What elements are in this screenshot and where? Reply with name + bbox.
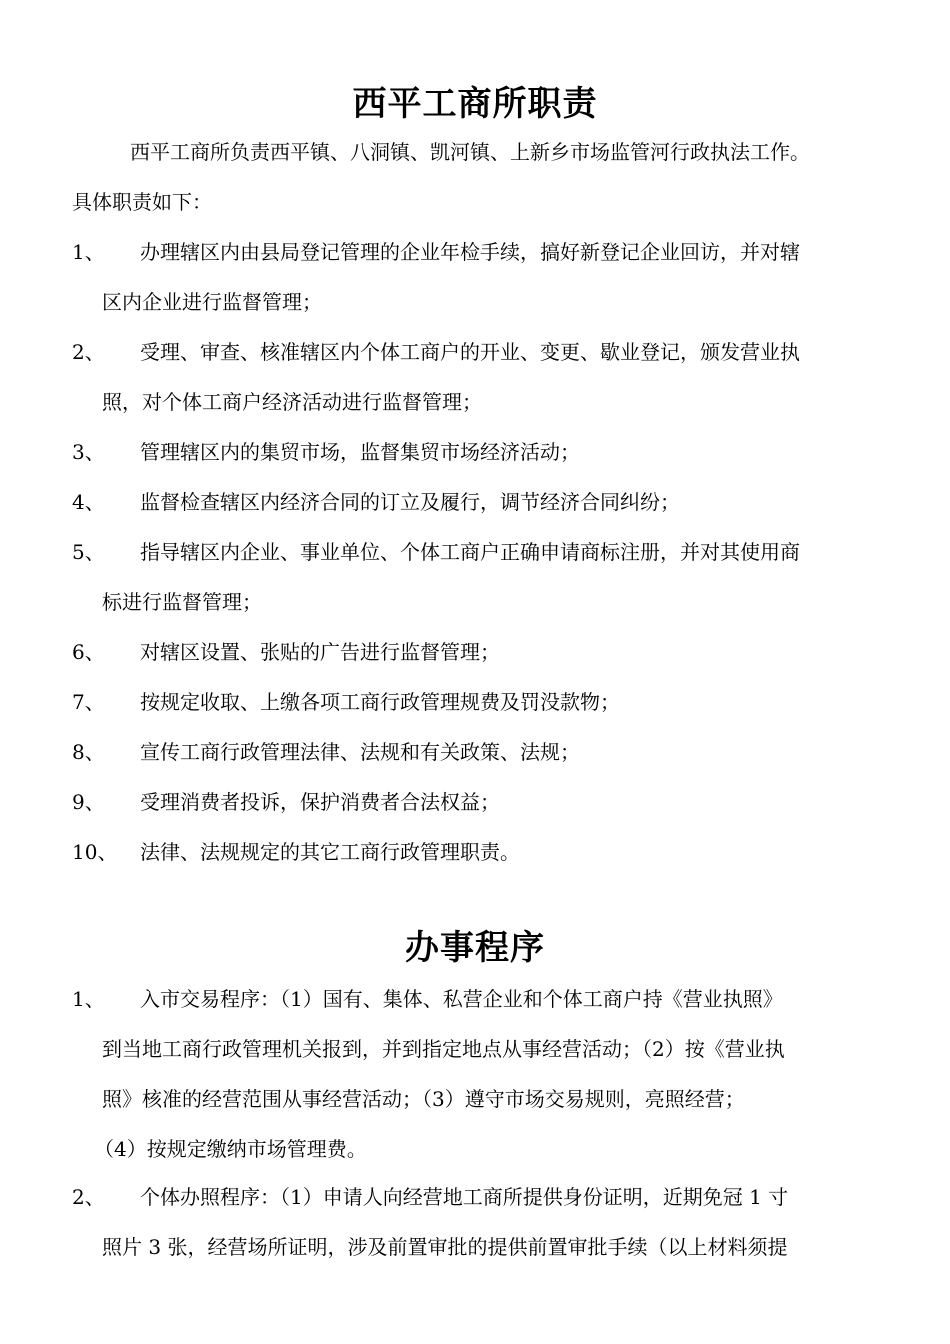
item-text-line: 监督检查辖区内经济合同的订立及履行，调节经济合同纠纷； bbox=[140, 490, 680, 514]
item-text-line: 照》核准的经营范围从事经营活动；（3）遵守市场交易规则，亮照经营； bbox=[102, 1087, 745, 1111]
item-text-line: 到当地工商行政管理机关报到，并到指定地点从事经营活动；（2）按《营业执 bbox=[102, 1037, 785, 1061]
duty-item-5 bbox=[72, 527, 882, 627]
item-number: 2、 bbox=[72, 340, 105, 364]
procedure-item-2 bbox=[72, 1172, 882, 1272]
item-number: 9、 bbox=[72, 790, 105, 814]
duty-item-3 bbox=[72, 427, 882, 477]
item-text-line: 照片 3 张，经营场所证明，涉及前置审批的提供前置审批手续（以上材料须提 bbox=[102, 1235, 788, 1259]
item-number: 8、 bbox=[72, 740, 105, 764]
item-text-line: 管理辖区内的集贸市场，监督集贸市场经济活动； bbox=[140, 440, 580, 464]
item-text-line: 个体办照程序：（1）申请人向经营地工商所提供身份证明，近期免冠 1 寸 bbox=[140, 1185, 789, 1209]
item-text-line: 照，对个体工商户经济活动进行监督管理； bbox=[102, 390, 482, 414]
item-number: 1、 bbox=[72, 240, 105, 264]
item-text-line: 入市交易程序：（1）国有、集体、私营企业和个体工商户持《营业执照》 bbox=[140, 987, 783, 1011]
item-number: 1、 bbox=[72, 987, 105, 1011]
duty-item-8 bbox=[72, 727, 882, 777]
intro-paragraph-line2: 具体职责如下： bbox=[72, 190, 212, 214]
item-number: 10、 bbox=[72, 840, 118, 864]
procedure-item-1 bbox=[72, 974, 882, 1174]
item-number: 7、 bbox=[72, 690, 105, 714]
item-text-line: 指导辖区内企业、事业单位、个体工商户正确申请商标注册，并对其使用商 bbox=[140, 540, 800, 564]
item-text-line: 受理消费者投诉，保护消费者合法权益； bbox=[140, 790, 500, 814]
intro-paragraph-line1: 西平工商所负责西平镇、八洞镇、凯河镇、上新乡市场监管河行政执法工作。 bbox=[130, 140, 810, 164]
section-title-procedures: 办事程序 bbox=[405, 928, 545, 968]
item-text-line: 宣传工商行政管理法律、法规和有关政策、法规； bbox=[140, 740, 580, 764]
duty-item-1 bbox=[72, 227, 882, 327]
duty-item-9 bbox=[72, 777, 882, 827]
duty-item-10 bbox=[72, 827, 882, 877]
item-number: 4、 bbox=[72, 490, 105, 514]
item-text-line: 受理、审查、核准辖区内个体工商户的开业、变更、歇业登记，颁发营业执 bbox=[140, 340, 800, 364]
item-number: 5、 bbox=[72, 540, 105, 564]
item-text-line: 办理辖区内由县局登记管理的企业年检手续，搞好新登记企业回访，并对辖 bbox=[140, 240, 800, 264]
section-title-duties: 西平工商所职责 bbox=[352, 84, 598, 124]
item-number: 3、 bbox=[72, 440, 105, 464]
item-number: 2、 bbox=[72, 1185, 105, 1209]
item-text-line: 法律、法规规定的其它工商行政管理职责。 bbox=[140, 840, 520, 864]
duty-item-4 bbox=[72, 477, 882, 527]
item-text-line: 对辖区设置、张贴的广告进行监督管理； bbox=[140, 640, 500, 664]
duty-item-6 bbox=[72, 627, 882, 677]
item-text-line: 区内企业进行监督管理； bbox=[102, 290, 322, 314]
item-text-line: 标进行监督管理； bbox=[102, 590, 262, 614]
item-number: 6、 bbox=[72, 640, 105, 664]
duty-item-2 bbox=[72, 327, 882, 427]
item-text-line: （4）按规定缴纳市场管理费。 bbox=[94, 1137, 367, 1161]
duty-item-7 bbox=[72, 677, 882, 727]
item-text-line: 按规定收取、上缴各项工商行政管理规费及罚没款物； bbox=[140, 690, 620, 714]
